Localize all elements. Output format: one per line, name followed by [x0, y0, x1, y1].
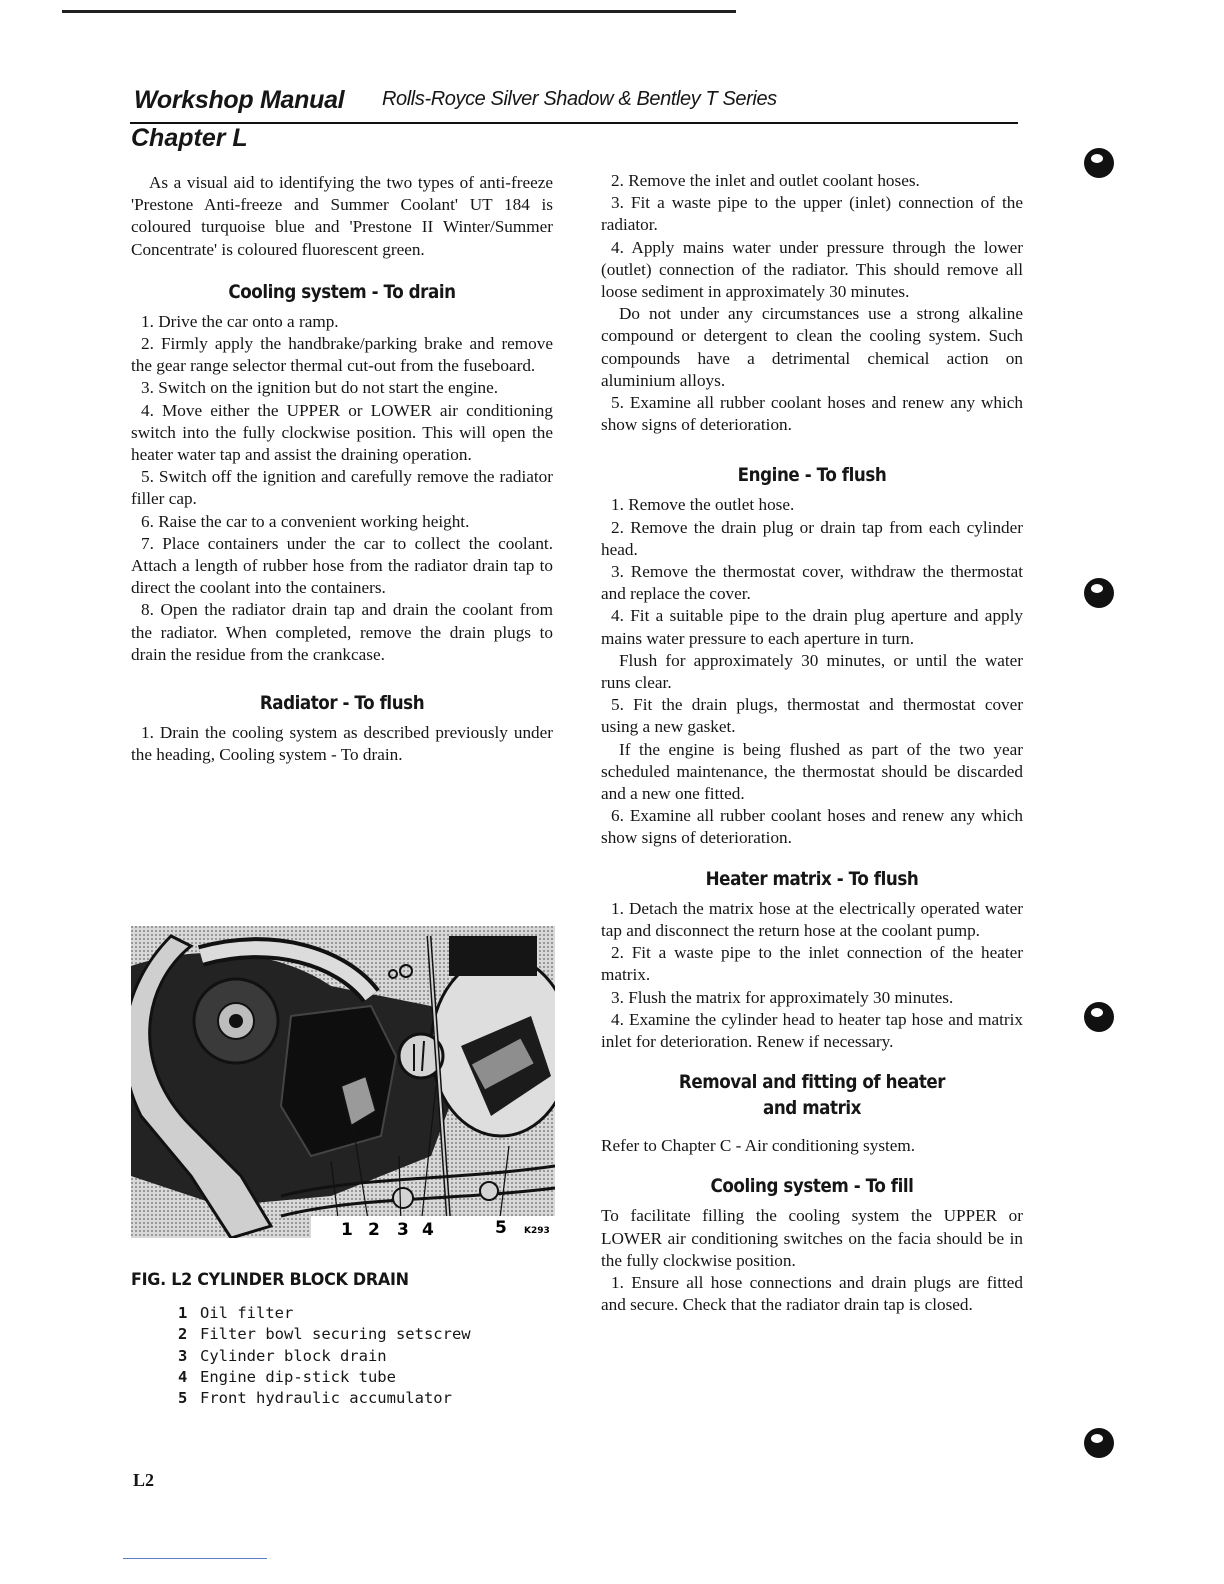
heading-radiator-flush: Radiator - To flush	[259, 692, 425, 715]
drain-step: 7. Place containers under the car to collect the coolant. Attach a length of rubber hose from the radiator drain tap to direct the coolant into the containers.	[131, 533, 553, 598]
figure-label-5: 5	[495, 1218, 507, 1238]
radiator-step: 5. Examine all rubber coolant hoses and renew any which show signs of deterioration.	[601, 393, 1023, 435]
radiator-step: 2. Remove the inlet and outlet coolant hoses.	[611, 171, 920, 190]
drain-step: 3. Switch on the ignition but do not start the engine.	[141, 378, 499, 398]
engine-note: Flush for approximately 30 minutes, or until the water runs clear.	[601, 650, 1023, 693]
removal-text: Refer to Chapter C - Air conditioning system.	[601, 1136, 916, 1156]
binder-hole-icon	[1084, 1002, 1114, 1032]
engine-step: 2. Remove the drain plug or drain tap from each cylinder head.	[601, 517, 1023, 559]
figure-key-list	[178, 1303, 471, 1409]
engine-step: 6. Examine all rubber coolant hoses and renew any which show signs of deterioration.	[601, 806, 1023, 848]
heater-step: 2. Fit a waste pipe to the inlet connection of the heater matrix.	[601, 943, 1023, 985]
figure-cylinder-block-drain	[131, 926, 555, 1238]
top-rule	[62, 10, 736, 13]
chapter-title: Chapter L	[131, 124, 248, 152]
heading-engine-flush: Engine - To flush	[737, 464, 887, 487]
figure-key-item: 1 Oil filter	[178, 1304, 294, 1322]
drain-step: 1. Drive the car onto a ramp.	[141, 311, 339, 331]
intro-paragraph: As a visual aid to identifying the two types of anti-freeze 'Prestone Anti-freeze and Summer Coolant' UT 184 is coloured turquoise blue and 'Prestone II Winter/Summer Concentrate' is coloured fluorescent green.	[131, 173, 553, 259]
heading-cooling-drain: Cooling system - To drain	[228, 280, 456, 303]
engine-step: 3. Remove the thermostat cover, withdraw the thermostat and replace the cover.	[601, 562, 1023, 604]
heading-heater-flush: Heater matrix - To flush	[705, 867, 919, 890]
figure-reference: K293	[524, 1226, 550, 1236]
figure-label-3: 3	[397, 1220, 409, 1238]
manual-subtitle: Rolls-Royce Silver Shadow & Bentley T Series	[382, 88, 777, 110]
heading-removal-heater-line2: and matrix	[762, 1097, 862, 1120]
left-column	[131, 172, 553, 766]
figure-key-item: 3 Cylinder block drain	[178, 1346, 387, 1365]
figure-label-2: 2	[368, 1220, 380, 1238]
radiator-step: 4. Apply mains water under pressure through the lower (outlet) connection of the radiator. This should remove all loose sediment in approximately 30 minutes.	[601, 237, 1023, 302]
heater-step: 1. Detach the matrix hose at the electrically operated water tap and disconnect the return hose at the coolant pump.	[601, 898, 1023, 940]
engine-step: 5. Fit the drain plugs, thermostat and thermostat cover using a new gasket.	[601, 695, 1023, 737]
figure-label-4: 4	[422, 1220, 434, 1238]
drain-step: 2. Firmly apply the handbrake/parking brake and remove the gear range selector thermal cut-out from the fuseboard.	[131, 334, 553, 376]
fill-intro: To facilitate filling the cooling system the UPPER or LOWER air conditioning switches on the facia should be in the fully clockwise position.	[601, 1206, 1023, 1270]
figure-caption: FIG. L2 CYLINDER BLOCK DRAIN	[131, 1270, 409, 1290]
drain-step: 5. Switch off the ignition and carefully remove the radiator filler cap.	[131, 467, 553, 509]
page-number: L2	[133, 1470, 155, 1490]
fill-step: 1. Ensure all hose connections and drain plugs are fitted and secure. Check that the radiator drain tap is closed.	[601, 1272, 1023, 1315]
heading-cooling-fill: Cooling system - To fill	[710, 1175, 914, 1198]
heater-step: 3. Flush the matrix for approximately 30 minutes.	[611, 987, 954, 1007]
binder-hole-icon	[1084, 1428, 1114, 1458]
drain-step: 6. Raise the car to a convenient working height.	[141, 511, 470, 531]
figure-key-item: 5 Front hydraulic accumulator	[178, 1389, 452, 1408]
manual-title: Workshop Manual	[134, 86, 345, 114]
heading-removal-heater: Removal and fitting of heater	[678, 1071, 946, 1094]
figure-key-item: 2 Filter bowl securing setscrew	[178, 1325, 471, 1344]
radiator-step: 1. Drain the cooling system as described previously under the heading, Cooling system - To drain.	[131, 723, 553, 765]
binder-hole-icon	[1084, 148, 1114, 178]
drain-step: 8. Open the radiator drain tap and drain the coolant from the radiator. When completed, remove the drain plugs to drain the residue from the crankcase.	[131, 600, 553, 664]
engine-step: 1. Remove the outlet hose.	[611, 495, 795, 515]
engine-step: 4. Fit a suitable pipe to the drain plug aperture and apply mains water pressure to each aperture in turn.	[601, 606, 1023, 648]
bottom-rule	[123, 1558, 267, 1559]
drain-step: 4. Move either the UPPER or LOWER air conditioning switch into the fully clockwise position. This will open the heater water tap and assist the draining operation.	[131, 400, 553, 465]
figure-key-item: 4 Engine dip-stick tube	[178, 1367, 396, 1386]
radiator-step: 3. Fit a waste pipe to the upper (inlet) connection of the radiator.	[601, 193, 1023, 235]
heater-step: 4. Examine the cylinder head to heater tap hose and matrix inlet for deterioration. Renew if necessary.	[601, 1009, 1023, 1051]
radiator-note: Do not under any circumstances use a strong alkaline compound or detergent to clean the cooling system. Such compounds have a detrimental chemical action on aluminium alloys.	[601, 304, 1023, 390]
binder-hole-icon	[1084, 578, 1114, 608]
engine-photo	[131, 926, 555, 1238]
right-column	[601, 170, 1023, 1316]
engine-note: If the engine is being flushed as part of the two year scheduled maintenance, the thermostat should be discarded and a new one fitted.	[601, 739, 1023, 804]
figure-label-1: 1	[341, 1220, 353, 1238]
page-header	[130, 86, 1018, 124]
